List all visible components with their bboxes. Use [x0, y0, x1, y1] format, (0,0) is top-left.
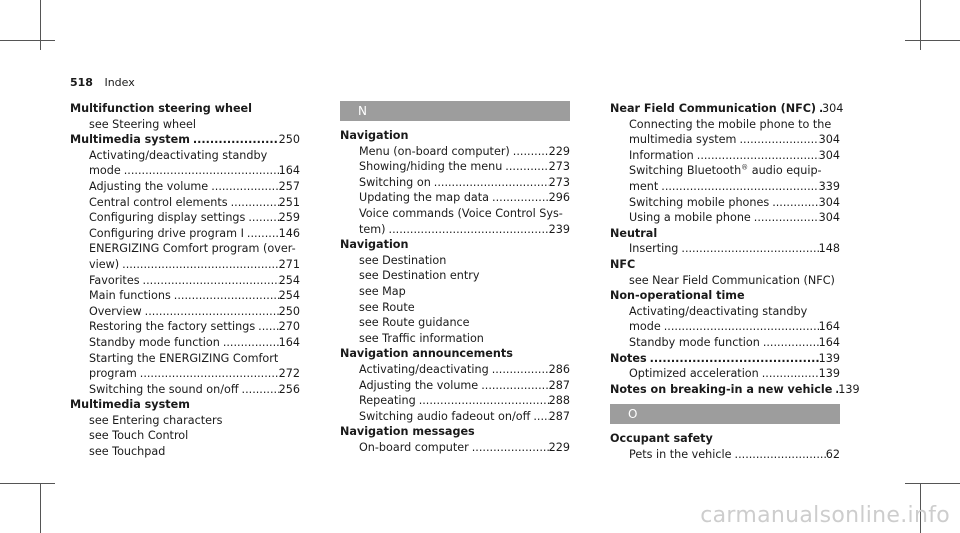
index-entry-line: Voice commands (Voice Control Sys- — [359, 206, 563, 220]
index-entry: Multimedia system ..... 250 — [70, 132, 300, 148]
index-entry: Configuring display settings ..... 259 — [70, 210, 300, 226]
index-entry: Notes ..... 139 — [610, 351, 840, 367]
index-entry: Switching audio fadeout on/off ..... 287 — [340, 409, 570, 425]
index-entry: mode ..... 164 — [70, 163, 300, 179]
index-entry: Favorites ..... 254 — [70, 273, 300, 289]
index-entry: Adjusting the volume ..... 257 — [70, 179, 300, 195]
watermark: carmanualsonline.info — [700, 503, 950, 528]
index-entry: tem) ..... 239 — [340, 222, 570, 238]
section-title: Index — [104, 76, 135, 89]
crop-mark — [40, 483, 41, 533]
crop-mark — [905, 483, 960, 484]
index-entry-line: Activating/deactivating standby — [89, 148, 268, 162]
index-see-ref: see Near Field Communication (NFC) — [629, 273, 835, 287]
section-letter-bar: N — [340, 101, 570, 121]
index-entry: Adjusting the volume ..... 287 — [340, 378, 570, 394]
index-entry: Showing/hiding the menu ..... 273 — [340, 159, 570, 175]
index-heading: Non-operational time — [610, 289, 745, 303]
index-heading: Navigation announcements — [340, 347, 513, 361]
index-column-2 — [340, 101, 570, 455]
page-header — [70, 76, 135, 89]
index-entry: ment ..... 339 — [610, 179, 840, 195]
index-column-1 — [70, 101, 300, 460]
index-entry: Inserting ..... 148 — [610, 241, 840, 257]
index-entry: Standby mode function ..... 164 — [610, 335, 840, 351]
index-see-ref: see Route — [359, 300, 415, 314]
index-entry: Overview ..... 250 — [70, 304, 300, 320]
index-entry: Switching on ..... 273 — [340, 175, 570, 191]
index-heading: Multifunction steering wheel — [70, 102, 252, 115]
index-entry: Restoring the factory settings ..... 270 — [70, 319, 300, 335]
index-entry: Optimized acceleration ..... 139 — [610, 366, 840, 382]
index-entry: On-board computer ..... 229 — [340, 440, 570, 456]
crop-mark — [905, 40, 960, 41]
index-entry: Notes on breaking-in a new vehicle ..... 139 — [610, 382, 840, 398]
index-entry: mode ..... 164 — [610, 319, 840, 335]
index-entry: Central control elements ..... 251 — [70, 195, 300, 211]
index-entry-line: Connecting the mobile phone to the — [629, 117, 832, 131]
section-letter-bar: O — [610, 404, 840, 424]
index-heading: NFC — [610, 257, 636, 271]
index-entry-line: ENERGIZING Comfort program (over- — [89, 242, 296, 256]
index-entry: Switching the sound on/off ..... 256 — [70, 382, 300, 398]
index-heading: Multimedia system — [70, 398, 190, 412]
index-entry: view) ..... 271 — [70, 257, 300, 273]
index-see-ref: see Route guidance — [359, 316, 470, 330]
index-see-ref: see Traffic information — [359, 331, 484, 345]
crop-mark — [0, 483, 55, 484]
index-see-ref: see Touchpad — [89, 445, 166, 459]
index-entry-line: Switching Bluetooth® audio equip- — [629, 163, 822, 178]
index-entry: Main functions ..... 254 — [70, 288, 300, 304]
index-see-ref: see Map — [359, 284, 406, 298]
index-entry: Near Field Communication (NFC) ..... 304 — [610, 101, 840, 117]
index-see-ref: see Entering characters — [89, 413, 223, 427]
index-see-ref: see Steering wheel — [89, 117, 196, 131]
index-entry: Pets in the vehicle ..... 62 — [610, 447, 840, 463]
index-entry: Using a mobile phone ..... 304 — [610, 210, 840, 226]
index-entry: multimedia system ..... 304 — [610, 132, 840, 148]
index-entry: Repeating ..... 288 — [340, 393, 570, 409]
index-entry: Configuring drive program I ..... 146 — [70, 226, 300, 242]
index-entry: Information ..... 304 — [610, 148, 840, 164]
page-number: 518 — [70, 76, 93, 89]
crop-mark — [0, 40, 55, 41]
crop-mark — [920, 0, 921, 50]
index-heading: Navigation — [340, 238, 409, 252]
index-see-ref: see Destination entry — [359, 269, 480, 283]
index-heading: Neutral — [610, 226, 658, 240]
index-see-ref: see Touch Control — [89, 429, 189, 443]
index-entry: Activating/deactivating ..... 286 — [340, 362, 570, 378]
index-entry-line: Activating/deactivating standby — [629, 304, 808, 318]
index-heading: Navigation messages — [340, 425, 475, 439]
index-heading: Navigation — [340, 129, 409, 142]
index-column-3 — [610, 101, 860, 462]
index-entry: Standby mode function ..... 164 — [70, 335, 300, 351]
index-entry: Updating the map data ..... 296 — [340, 190, 570, 206]
index-entry: program ..... 272 — [70, 366, 300, 382]
index-entry: Switching mobile phones ..... 304 — [610, 195, 840, 211]
crop-mark — [40, 0, 41, 50]
index-see-ref: see Destination — [359, 253, 447, 267]
index-heading: Occupant safety — [610, 432, 713, 446]
index-entry-line: Starting the ENERGIZING Comfort — [89, 351, 279, 365]
index-entry: Menu (on-board computer) ..... 229 — [340, 144, 570, 160]
